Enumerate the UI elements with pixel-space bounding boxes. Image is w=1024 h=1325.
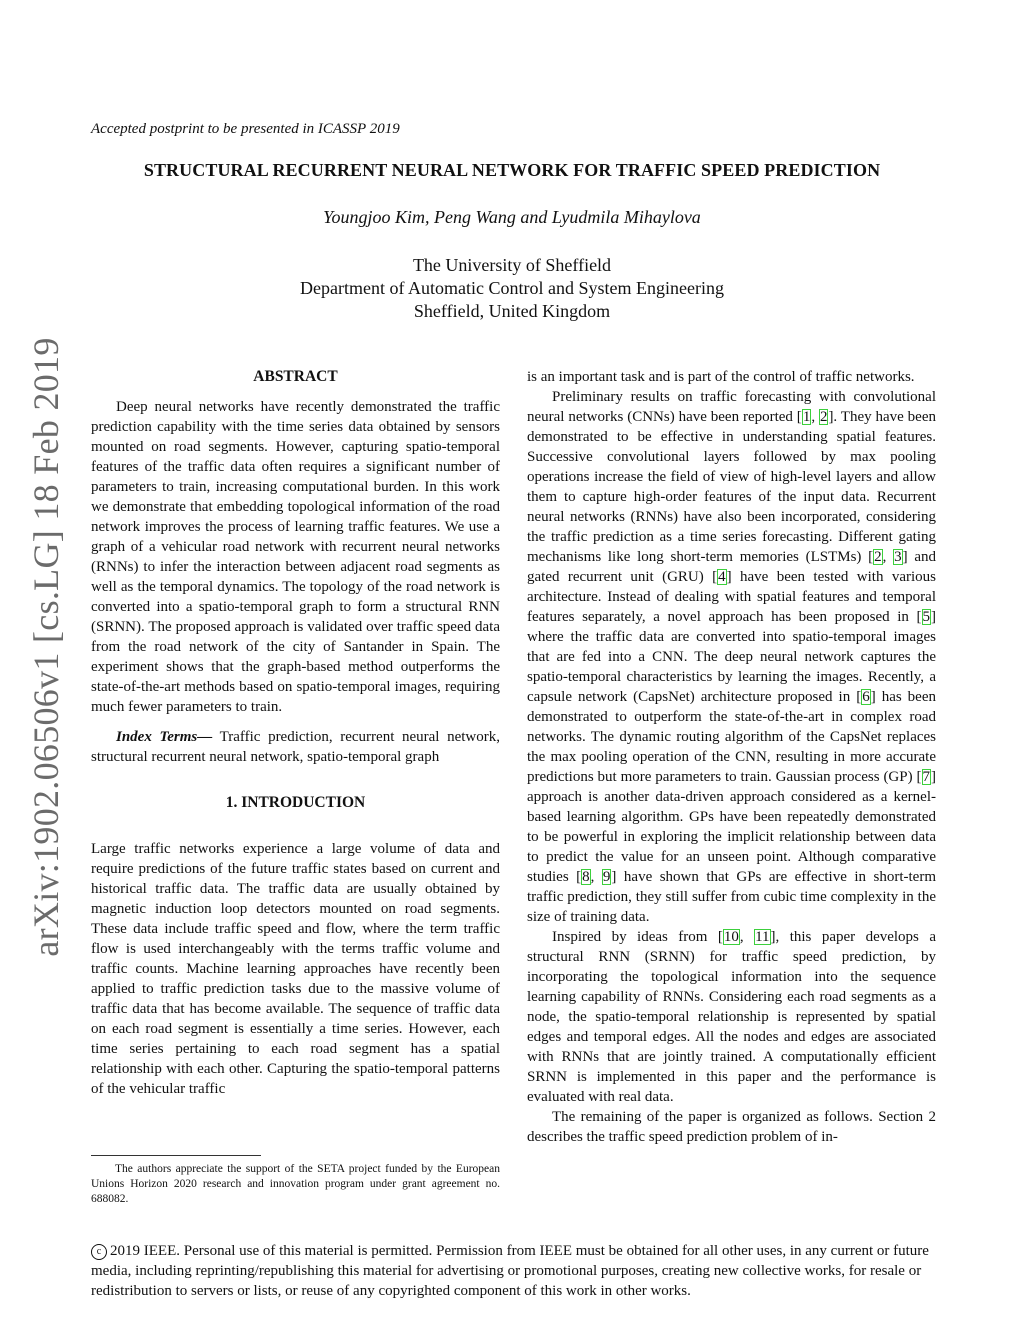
- index-terms: [91, 727, 500, 767]
- affiliation-university: The University of Sheffield: [412, 255, 612, 275]
- citation-link[interactable]: 6: [862, 689, 870, 705]
- paper-title: STRUCTURAL RECURRENT NEURAL NETWORK FOR TRAFFIC SPEED PREDICTION: [143, 160, 881, 180]
- introduction-heading: 1. INTRODUCTION: [225, 794, 366, 811]
- citation-link[interactable]: 1: [802, 409, 811, 425]
- citation-link[interactable]: 10: [723, 929, 739, 945]
- affiliation-department: Department of Automatic Control and System Engineering: [300, 278, 724, 298]
- citation-link[interactable]: 5: [922, 609, 930, 625]
- citation-link[interactable]: 8: [582, 869, 590, 885]
- citation-link[interactable]: 2: [874, 549, 882, 565]
- citation-link[interactable]: 7: [922, 769, 930, 785]
- intro-paragraph-4: The remaining of the paper is organized as follows. Section 2 describes the traffic speed prediction problem of in-: [527, 1109, 936, 1145]
- affiliation-location: Sheffield, United Kingdom: [413, 301, 611, 321]
- abstract-text: Deep neural networks have recently demonstrated the traffic prediction capability with the time series data obtained by sensors mounted on road segments. However, capturing spatio-temporal features of the traffic data often requires a significant number of parameters to train, increasing computational burden. In this work we demonstrate that embedding topological information of the road network improves the process of learning traffic features. We use a graph of a vehicular road network with recurrent neural networks (RNNs) to infer the interaction between adjacent road segments as well as the temporal dynamics. The topology of the road network is converted into a spatio-temporal graph to form a structural RNN (SRNN). The proposed approach is validated over traffic speed data from the road network of the city of Santander in Spain. The experiment shows that the graph-based method outperforms the state-of-the-art methods based on spatio-temporal images, requiring much fewer parameters to train.: [91, 399, 500, 715]
- citation-link[interactable]: 3: [894, 549, 902, 565]
- footnote-rule: [91, 1155, 261, 1156]
- citation-link[interactable]: 2: [819, 409, 828, 425]
- acknowledgement-footnote: [91, 1155, 500, 1207]
- copyright-notice: [91, 1241, 936, 1301]
- paper-authors: Youngjoo Kim, Peng Wang and Lyudmila Mihaylova: [323, 207, 701, 227]
- index-terms-text: Traffic prediction, recurrent neural network, structural recurrent neural network, spatio-temporal graph: [91, 729, 501, 765]
- copyright-text: 2019 IEEE. Personal use of this material is permitted. Permission from IEEE must be obtained for all other uses, in any current or future media, including reprinting/republishing this material for advertising or promotional purposes, creating new collective works, for resale or redistribution to servers or lists, or reuse of any copyrighted component of this work in other works.: [91, 1243, 929, 1299]
- intro-paragraph-1-continued: is an important task and is part of the control of traffic networks.: [527, 369, 915, 385]
- index-terms-label: Index Terms—: [116, 729, 213, 745]
- intro-paragraph-3: Inspired by ideas from [10, 11], this paper develops a structural RNN (SRNN) for traffic speed prediction, by incorporating the topological information into the sequence learning capability of RNNs. Considering each road segments as a node, the spatio-temporal relationship is represented by spatial edges and temporal edges. All the nodes and edges are associated with RNNs that are jointly trained. A computationally efficient SRNN is implemented in this paper and the performance is evaluated with real data.: [527, 929, 936, 1105]
- accepted-note: Accepted postprint to be presented in ICASSP 2019: [91, 121, 400, 137]
- right-column: [527, 367, 936, 1147]
- left-column: [91, 367, 500, 1099]
- arxiv-sidebar-stamp: [26, 337, 66, 957]
- footnote-text: The authors appreciate the support of the SETA project funded by the European Unions Horizon 2020 research and innovation program under grant agreement no. 688082.: [91, 1163, 500, 1205]
- affiliation-block: [0, 254, 1024, 323]
- citation-link[interactable]: 9: [602, 869, 611, 885]
- arxiv-identifier: arXiv:1902.06506v1 [cs.LG] 18 Feb 2019: [26, 337, 66, 957]
- intro-paragraph-1: Large traffic networks experience a large volume of data and require predictions of the future traffic states based on current and historical traffic data. The traffic data are usually obtained by magnetic induction loop detectors mounted on road segments. These data include traffic speed and flow, where the term traffic flow is used interchangeably with the terms traffic volume and traffic counts. Machine learning approaches have recently been applied to traffic prediction tasks due to the massive volume of traffic data that has become available. The sequence of traffic data on each road segment is essentially a time series. However, each time series pertaining to each road segment has a spatial relationship with each other. Capturing the spatio-temporal patterns of the vehicular traffic: [91, 841, 500, 1097]
- citation-link[interactable]: 11: [755, 929, 770, 945]
- citation-link[interactable]: 4: [718, 569, 726, 585]
- abstract-heading: ABSTRACT: [253, 368, 338, 385]
- copyright-icon: c: [91, 1244, 107, 1260]
- intro-paragraph-2: Preliminary results on traffic forecasting with convolutional neural networks (CNNs) have been reported [1, 2]. They have been demonstrated to be effective in understanding spatial features. Successive convolutional layers followed by max pooling operations increase the field of view of high-level layers and allow them to capture high-order features of the input data. Recurrent neural networks (RNNs) have also been incorporated, considering the traffic prediction as a time series forecasting. Different gating mechanisms like long short-term memories (LSTMs) [2, 3] and gated recurrent unit (GRU) [4] have been tested with various architecture. Instead of dealing with spatial features and temporal features separately, a novel approach has been proposed in [5] where the traffic data are converted into spatio-temporal images that are fed into a CNN. The deep neural network captures the spatio-temporal characteristics by learning the images. Recently, a capsule network (CapsNet) architecture proposed in [6] has been demonstrated to outperform the state-of-the-art in complex road networks. The dynamic routing algorithm of the CapsNet replaces the max pooling operation of the CNN, resulting in more accurate predictions but more parameters to train. Gaussian process (GP) [7] approach is another data-driven approach considered as a kernel-based learning algorithm. GPs have been repeatedly demonstrated to be powerful in exploring the implicit relationship between data to predict the value for an unseen point. Although comparative studies [8, 9] have shown that GPs are effective in short-term traffic prediction, they still suffer from cubic time complexity in the size of training data.: [527, 389, 937, 925]
